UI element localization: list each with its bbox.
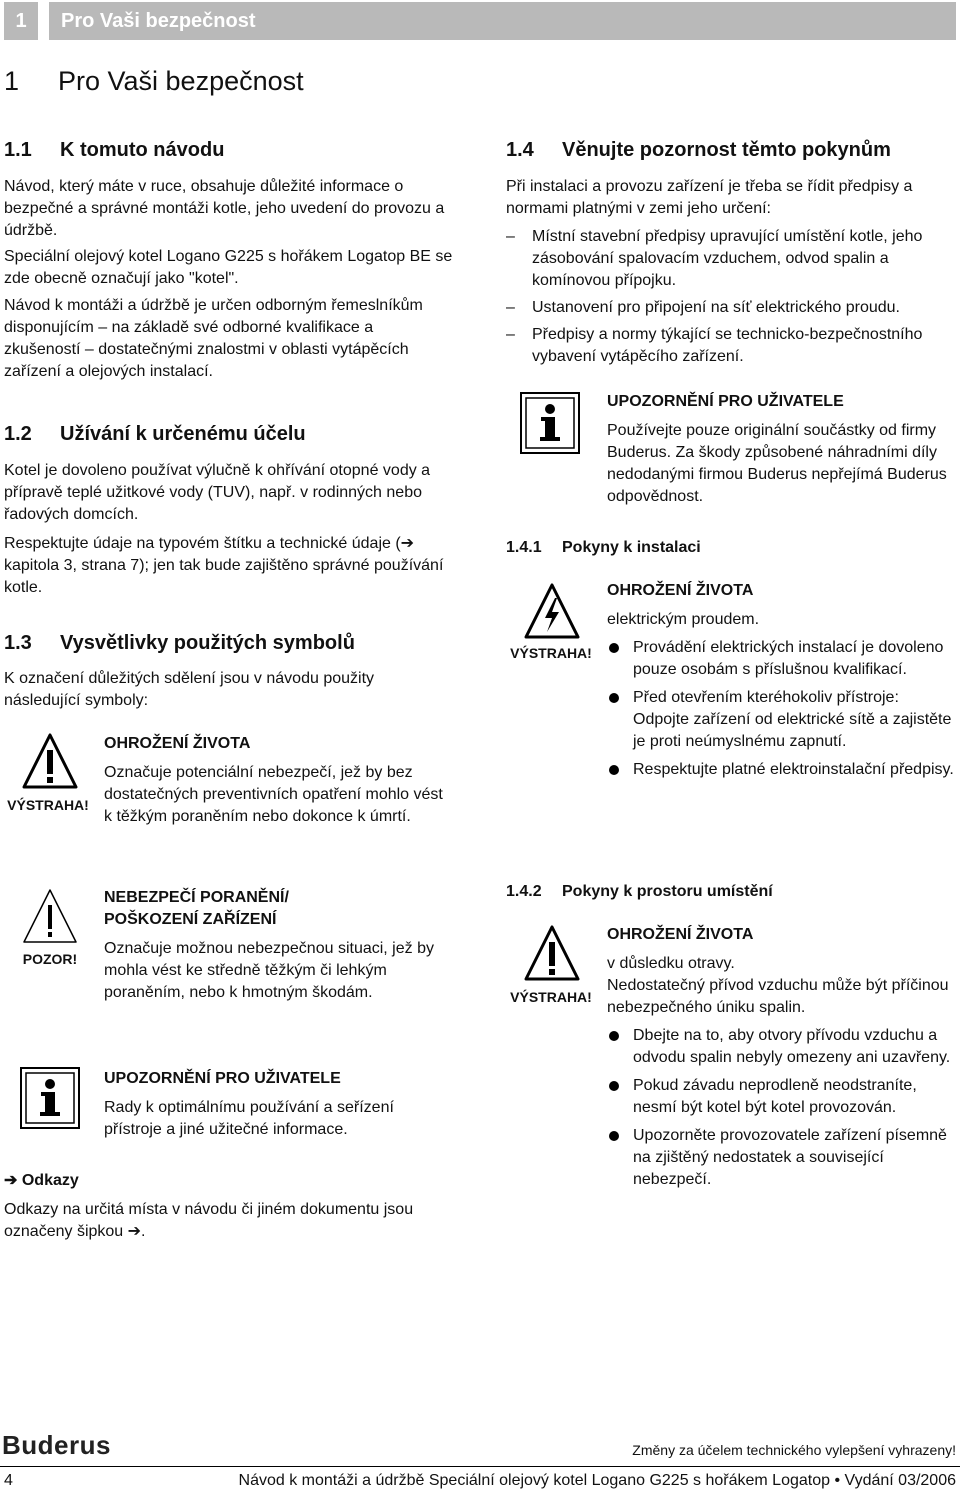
- list-item: [607, 759, 957, 781]
- caution-label: POZOR!: [22, 951, 78, 967]
- section-1-2-heading: [4, 423, 306, 446]
- list-item-text: Respektujte platné elektroinstalační předpisy.: [633, 761, 954, 778]
- page-title-text: Pro Vaši bezpečnost: [58, 66, 304, 96]
- section-title: K tomuto návodu: [60, 139, 225, 161]
- notice-text: Rady k optimálnímu používání a seřízení přístroje a jiné užitečné informace.: [104, 1099, 394, 1138]
- electric-hazard-icon: [524, 582, 580, 640]
- footer-changes-note: Změny za účelem technického vylepšení vyhrazeny!: [632, 1442, 956, 1458]
- warning-label: VÝSTRAHA!: [7, 797, 89, 813]
- installation-room-notice: [607, 924, 957, 1191]
- page-title: [4, 66, 304, 97]
- list-item: [506, 226, 958, 292]
- paragraph: Odkazy na určitá místa v návodu či jiném dokumentu jsou označeny šipkou ➔.: [4, 1201, 414, 1240]
- paragraph: Návod, který máte v ruce, obsahuje důležité informace o bezpečné a správné montáži kotle, jeho uvedení do provozu a údržbě.: [4, 178, 445, 239]
- chapter-title-box: [49, 2, 956, 40]
- list-item: [607, 1075, 957, 1119]
- notice-title: NEBEZPEČÍ PORANĚNÍ/ POŠKOZENÍ ZAŘÍZENÍ: [104, 889, 289, 928]
- warning-notice-text: [104, 733, 454, 828]
- list-item: [607, 687, 957, 753]
- paragraph: Kotel je dovoleno používat výlučně k ohřívání otopné vody a přípravě teplé užitkové vody (TUV), např. v rodinných nebo řadových domcích.: [4, 462, 431, 523]
- warning-triangle-icon: [22, 732, 78, 790]
- section-1-2-body: [4, 460, 454, 599]
- list-item-text: Místní stavební předpisy upravující umístění kotle, jeho zásobování spalovacím vzduchem, odvod spalin a komínovou přípojku.: [532, 228, 923, 289]
- section-1-4-body: [506, 176, 958, 368]
- section-number: 1.2: [4, 423, 32, 445]
- footer-divider: [0, 1466, 960, 1467]
- notice-title: UPOZORNĚNÍ PRO UŽIVATELE: [104, 1070, 341, 1087]
- info-notice-text: [104, 1068, 454, 1141]
- notice-text: Označuje možnou nebezpečnou situaci, jež by mohla vést ke středně těžkým či lehkým poraněním, nebo k hmotným škodám.: [104, 940, 434, 1001]
- list-item-text: Předpisy a normy týkající se technicko-bezpečnostního vybavení vytápěcího zařízení.: [532, 326, 923, 365]
- chapter-title: Pro Vaši bezpečnost: [61, 10, 256, 32]
- notice-title: OHROŽENÍ ŽIVOTA: [607, 582, 754, 599]
- section-number: 1.4.2: [506, 883, 542, 900]
- section-number: 1.1: [4, 139, 32, 161]
- section-1-4-2-heading: [506, 883, 773, 901]
- caution-triangle-icon: [22, 887, 78, 945]
- notice-title: UPOZORNĚNÍ PRO UŽIVATELE: [607, 393, 844, 410]
- bullet-dot: [609, 693, 619, 703]
- bullet-dot: [609, 765, 619, 775]
- section-title: Pokyny k prostoru umístění: [562, 883, 773, 900]
- page-title-number: 1: [4, 66, 20, 96]
- footer-document-title: Návod k montáži a údržbě Speciální olejový kotel Logano G225 s hořákem Logatop • Vydání 03/2006: [238, 1472, 956, 1489]
- section-title: Užívání k určenému účelu: [60, 423, 306, 445]
- section-1-1-heading: [4, 139, 224, 162]
- section-title: Věnujte pozornost těmto pokynům: [562, 139, 891, 161]
- bullet-dot: [609, 1081, 619, 1091]
- list-item-text: Pokud závadu neprodleně neodstraníte, nesmí být kotel být kotel provozován.: [633, 1077, 917, 1116]
- references-heading: ➔ Odkazy: [4, 1172, 79, 1189]
- list-item-text: Provádění elektrických instalací je dovoleno pouze osobám s příslušnou kvalifikací.: [633, 639, 944, 678]
- list-item: [506, 297, 958, 319]
- notice-title: OHROŽENÍ ŽIVOTA: [104, 735, 251, 752]
- list-item: [506, 324, 958, 368]
- section-1-3-heading: [4, 632, 355, 655]
- section-1-3-intro: [4, 668, 454, 712]
- paragraph: K označení důležitých sdělení jsou v návodu použity následující symboly:: [4, 670, 375, 709]
- section-1-1-body: [4, 176, 454, 383]
- list-item-text: Před otevřením kteréhokoliv přístroje: Odpojte zařízení od elektrické sítě a zajistěte je proti neúmyslnému zapnutí.: [633, 689, 952, 750]
- dash-marker: –: [506, 228, 515, 245]
- paragraph: Speciální olejový kotel Logano G225 s hořákem Logatop BE se zde obecně označují jako "kotel".: [4, 248, 453, 287]
- chapter-number-box: [4, 2, 38, 40]
- section-title: Pokyny k instalaci: [562, 539, 701, 556]
- notice-text: Používejte pouze originální součástky od firmy Buderus. Za škody způsobené náhradními díly nedodanými firmou Buderus nepřejímá Buderus odpovědnost.: [607, 422, 947, 505]
- info-icon: [520, 392, 580, 454]
- dash-marker: –: [506, 326, 515, 343]
- dash-marker: –: [506, 299, 515, 316]
- list-item-text: Upozorněte provozovatele zařízení písemně na zjištěný nedostatek a související nebezpečí.: [633, 1127, 947, 1188]
- list-item: [607, 1025, 957, 1069]
- section-number: 1.4.1: [506, 539, 542, 556]
- section-1-4-heading: [506, 139, 891, 162]
- bullet-dot: [609, 1031, 619, 1041]
- notice-title: OHROŽENÍ ŽIVOTA: [607, 926, 754, 943]
- paragraph: Respektujte údaje na typovém štítku a technické údaje (➔ kapitola 3, strana 7); jen tak bude zajištěno správné používání kotle.: [4, 535, 444, 596]
- electric-notice: [607, 580, 957, 781]
- info-notice-text: [607, 391, 957, 508]
- notice-subtitle: v důsledku otravy.: [607, 955, 735, 972]
- list-item: [607, 1125, 957, 1191]
- notice-subtitle: elektrickým proudem.: [607, 611, 760, 628]
- section-1-4-1-heading: [506, 539, 701, 557]
- section-number: 1.4: [506, 139, 534, 161]
- chapter-number: 1: [15, 10, 27, 32]
- list-item-text: Dbejte na to, aby otvory přívodu vzduchu a odvodu spalin nebyly omezeny ani uzavřeny.: [633, 1027, 951, 1066]
- section-number: 1.3: [4, 632, 32, 654]
- paragraph: Návod k montáži a údržbě je určen odborným řemeslníkům disponujícím – na základě své odborné kvalifikace a zkušeností – dostatečnými znalostmi v oblasti vytápěcích zařízení a olejových instalací.: [4, 297, 423, 380]
- references-block: [4, 1170, 454, 1243]
- warning-triangle-icon: [524, 924, 580, 982]
- notice-text: Označuje potenciální nebezpečí, jež by bez dostatečných preventivních opatření mohlo vést k těžkým poraněním nebo dokonce k úmrtí.: [104, 764, 443, 825]
- list-item-text: Ustanovení pro připojení na síť elektrického proudu.: [532, 299, 900, 316]
- section-title: Vysvětlivky použitých symbolů: [60, 632, 355, 654]
- bullet-dot: [609, 643, 619, 653]
- notice-text: Nedostatečný přívod vzduchu může být příčinou nebezpečného úniku spalin.: [607, 977, 949, 1016]
- paragraph: Při instalaci a provozu zařízení je třeba se řídit předpisy a normami platnými v zemi jeho určení:: [506, 178, 913, 217]
- info-icon: [20, 1067, 80, 1129]
- buderus-logo: Buderus: [2, 1430, 111, 1460]
- page-number: 4: [4, 1472, 13, 1489]
- warning-label: VÝSTRAHA!: [510, 989, 592, 1005]
- bullet-dot: [609, 1131, 619, 1141]
- warning-label: VÝSTRAHA!: [510, 645, 592, 661]
- caution-notice-text: [104, 887, 454, 1004]
- list-item: [607, 637, 957, 681]
